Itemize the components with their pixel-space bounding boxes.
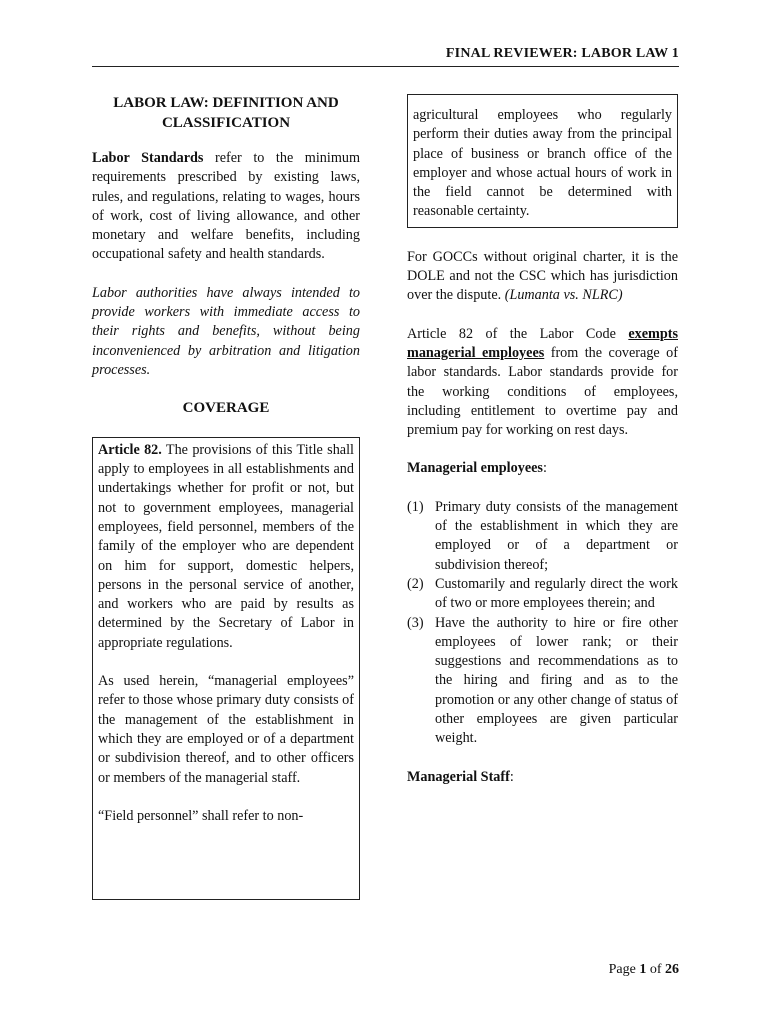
field-personnel-paragraph: “Field personnel” shall refer to non- [98,807,304,824]
managerial-employees-label: Managerial employees [407,460,543,477]
coverage-heading: COVERAGE [182,400,270,417]
page-number: 1 [639,962,647,977]
article-82-box [92,437,360,900]
left-column [92,94,360,900]
managerial-definition-paragraph: As used herein, “managerial employees” refer to those whose primary duty consists of the management of the establishment in which they are employed or of a department or subdivision thereof, and to other officers or members of the managerial staff. [98,673,354,786]
labor-standards-definition: refer to the minimum requirements prescribed by existing laws, rules, and regulations, relating to wages, hours of work, cost of living allowance, and other monetary and welfare benefits, including occupational safety and health standards. [92,150,360,263]
managerial-staff-label: Managerial Staff [407,768,510,785]
labor-standards-term: Labor Standards [92,150,204,166]
page-total: 26 [665,962,679,977]
art82-prefix: Article 82 of the Labor Code [407,325,629,342]
goccs-paragraph [407,248,678,306]
header-rule [92,66,679,67]
right-column [407,94,678,806]
managerial-staff-heading [407,768,678,787]
goccs-text: For GOCCs without original charter, it is the DOLE and not the CSC which has jurisdiction over the dispute. [407,248,678,304]
art82-exempts: exempts managerial employees [407,325,678,361]
section-heading-line1: LABOR LAW: DEFINITION AND [113,95,339,111]
field-personnel-continued: agricultural employees who regularly perform their duties away from the principal place of business or branch office of the employer and whose actual hours of work in the field cannot be determined with reasonable certainty. [413,107,672,220]
running-header: FINAL REVIEWER: LABOR LAW 1 [445,46,679,61]
article-82-text: The provisions of this Title shall apply to employees in all establishments and undertakings whether for profit or not, but not to government employees, managerial employees, field personnel, members of the family of the employer who are dependent on him for support, domestic helpers, persons in the personal service of another, and workers who are paid by results as determined by the Secretary of Labor in appropriate regulations. [98,441,354,651]
list-item-text: Have the authority to hire or fire other employees of lower rank; or their suggestions and recommendations as to the hiring and firing and as to the promotion or any other change of status of other employees are given particular weight. [435,614,678,747]
list-item-text: Primary duty consists of the management of the establishment in which they are employed or of a department or subdivision thereof; [435,498,678,573]
article-82-exemption-paragraph [407,325,678,441]
section-heading-line2: CLASSIFICATION [161,114,291,131]
page-footer [540,962,679,978]
goccs-citation: (Lumanta vs. NLRC) [504,287,623,304]
list-item-number: (2) [407,575,424,592]
managerial-employees-heading [407,459,678,478]
labor-standards-paragraph [92,149,360,265]
list-item-number: (3) [407,614,424,631]
list-item [407,498,678,575]
article-82-paragraph [98,441,354,653]
list-item [407,614,678,749]
intent-paragraph: Labor authorities have always intended to provide workers with immediate access to their rights and benefits, without being inconvenienced by arbitration and litigation processes. [92,284,360,378]
art82-suffix: from the coverage of labor standards. Labor standards provide for the working conditions of employees, including entitlement to overtime pay and premium pay for working on rest days. [407,344,678,439]
list-item [407,575,678,614]
page-word: Page [608,962,640,977]
list-item-text: Customarily and regularly direct the work of two or more employees therein; and [435,575,678,612]
article-82-box-continued [407,94,678,228]
article-82-label: Article 82. [98,441,162,458]
of-word: of [646,962,665,977]
section-heading [92,94,360,133]
managerial-duties-list [407,498,678,749]
managerial-staff-colon: : [509,768,514,785]
managerial-employees-colon: : [542,460,547,477]
list-item-number: (1) [407,498,424,515]
